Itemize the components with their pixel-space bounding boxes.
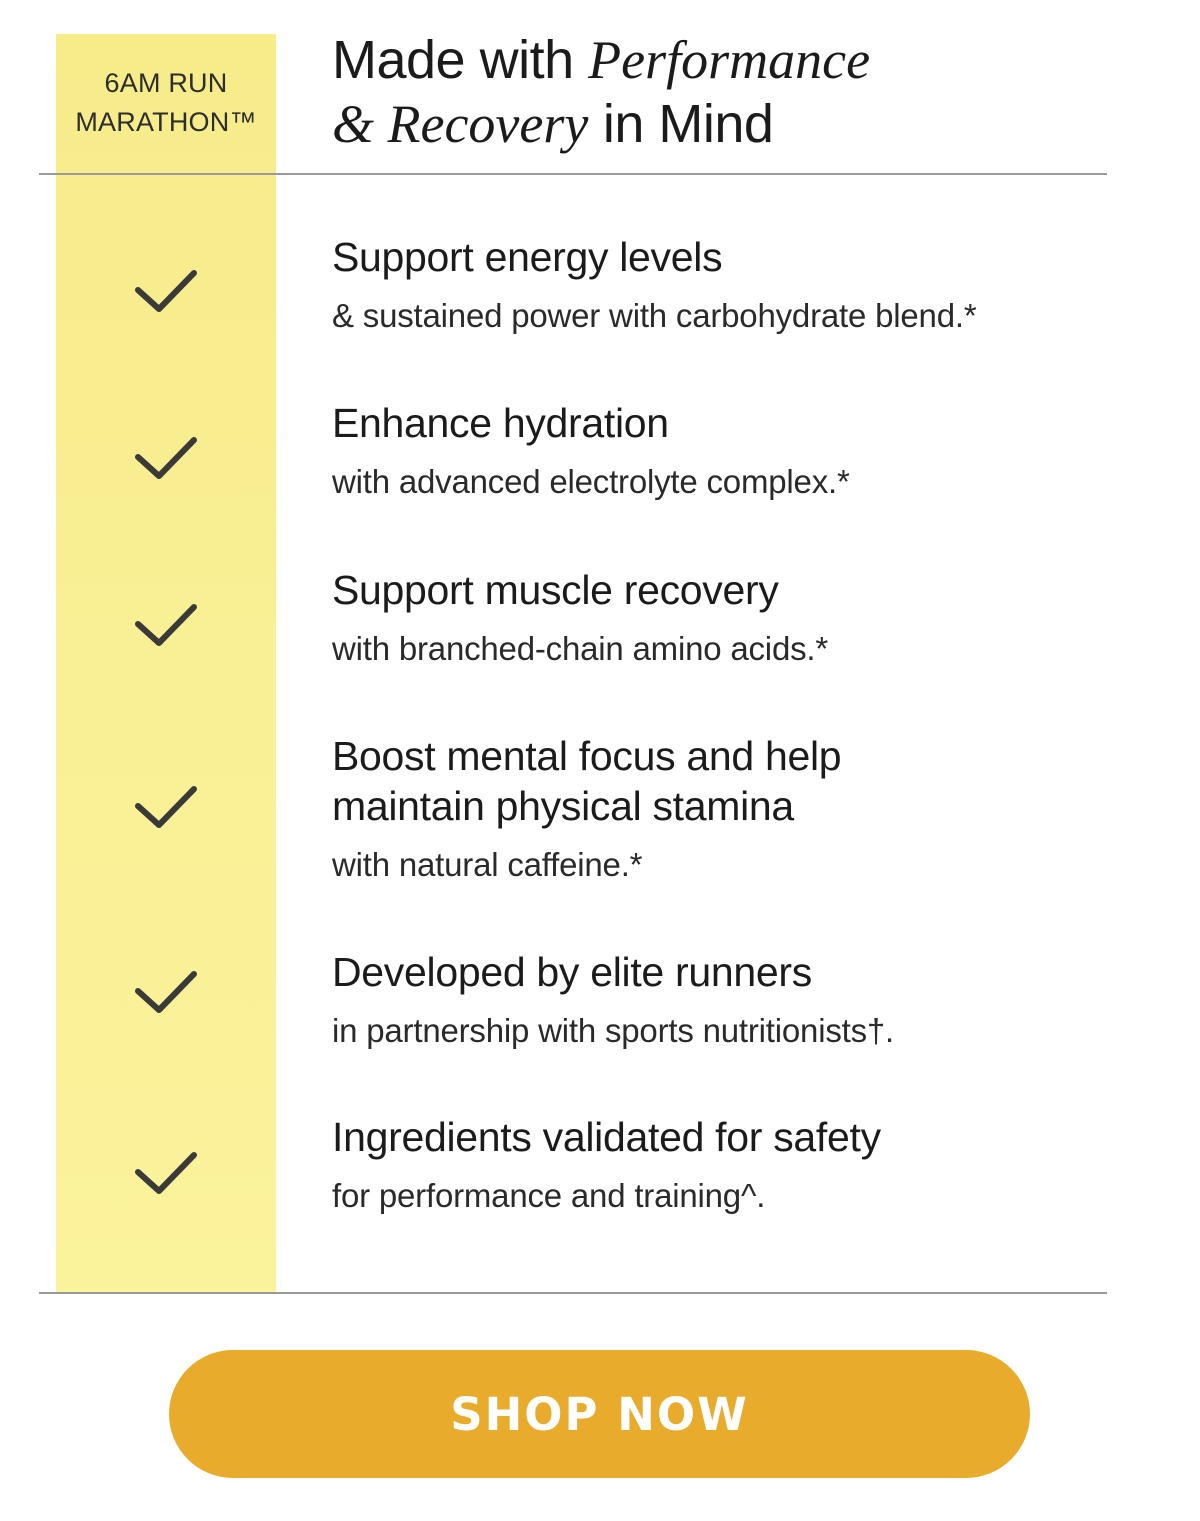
benefit-description: with branched-chain amino acids.*	[332, 630, 829, 667]
product-highlight-column	[56, 34, 276, 1293]
headline-part4: in Mind	[588, 94, 774, 154]
check-icon	[128, 431, 204, 483]
page-headline	[332, 28, 1092, 156]
check-icon	[128, 264, 204, 316]
benefit-description: with natural caffeine.*	[332, 846, 643, 883]
benefit-title: Ingredients validated for safety	[332, 1114, 881, 1160]
check-icon	[128, 598, 204, 650]
headline-part1: Made with	[332, 30, 589, 90]
benefit-title: Support muscle recovery	[332, 567, 779, 613]
benefit-title: Enhance hydration	[332, 400, 669, 446]
benefit-description: for performance and training^.	[332, 1177, 766, 1214]
shop-now-button[interactable]: SHOP NOW	[169, 1350, 1030, 1478]
benefit-title: Support energy levels	[332, 234, 723, 280]
product-name	[56, 64, 276, 142]
bottom-divider	[39, 1292, 1107, 1294]
product-name-line2: MARATHON™	[75, 107, 257, 137]
benefit-description: & sustained power with carbohydrate blend.*	[332, 297, 977, 334]
benefit-description: with advanced electrolyte complex.*	[332, 463, 850, 500]
product-name-line1: 6AM RUN	[104, 68, 228, 98]
headline-part2: Performance	[588, 30, 871, 90]
check-icon	[128, 965, 204, 1017]
check-icon	[128, 780, 204, 832]
benefit-description: in partnership with sports nutritionists†.	[332, 1012, 895, 1049]
top-divider	[39, 173, 1107, 175]
check-icon	[128, 1146, 204, 1198]
benefit-title: Boost mental focus and help maintain physical stamina	[332, 733, 842, 829]
headline-part3: & Recovery	[332, 94, 589, 154]
benefit-title: Developed by elite runners	[332, 949, 812, 995]
